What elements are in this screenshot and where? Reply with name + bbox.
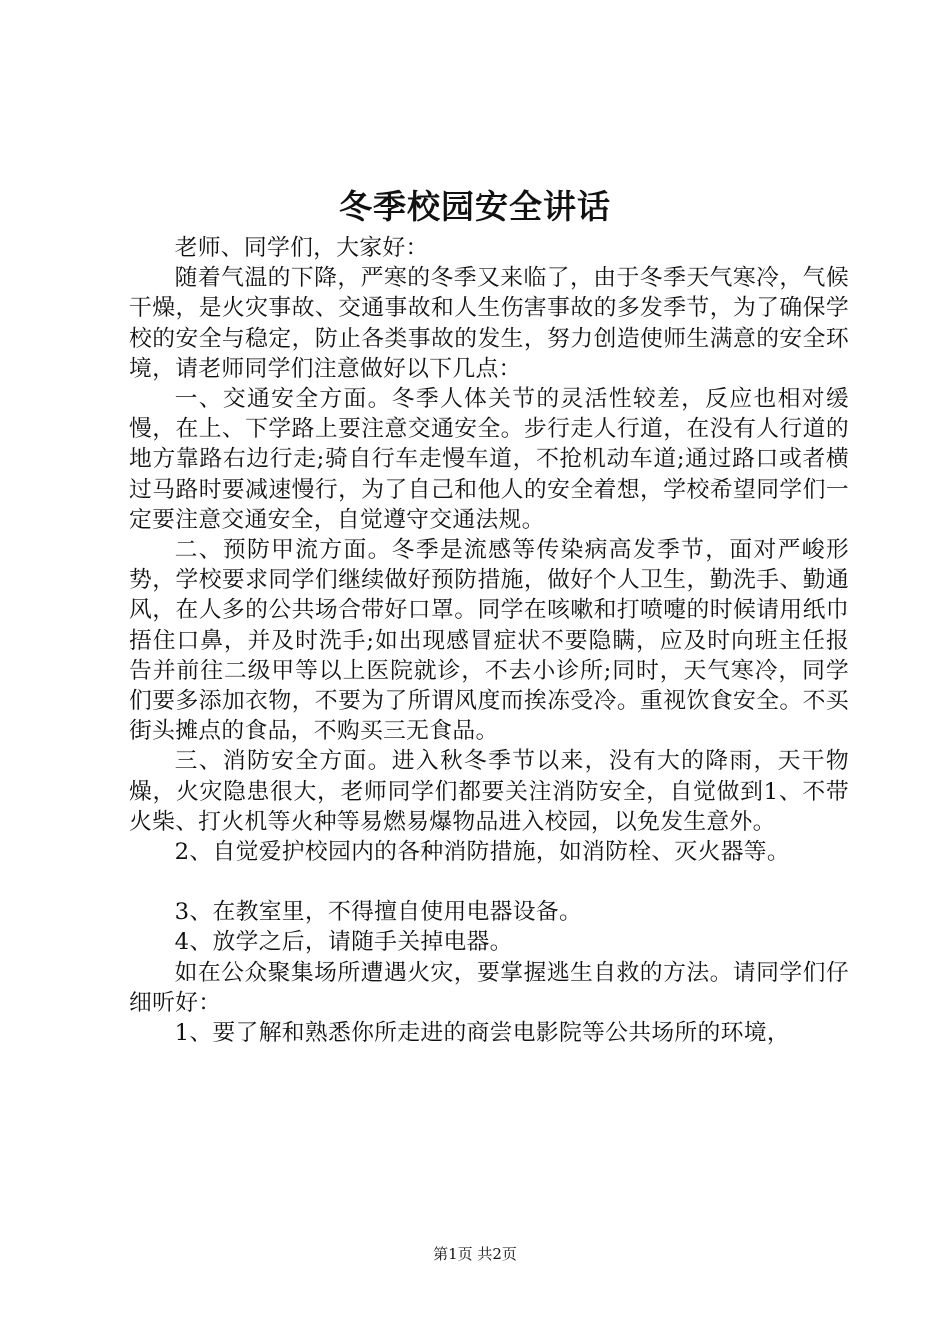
paragraph-flu-prevention: 二、预防甲流方面。冬季是流感等传染病高发季节，面对严峻形势，学校要求同学们继续做好预防措施，做好个人卫生，勤洗手、勤通风，在人多的公共场合带好口罩。同学在咳嗽和打喷嚏的时候请用纸巾捂住口鼻，并及时洗手;如出现感冒症状不要隐瞒，应及时向班主任报告并前往二级甲等以上医院就诊，不去小诊所;同时，天气寒冷，同学们要多添加衣物，不要为了所谓风度而挨冻受冷。重视饮食安全。不买街头摊点的食品，不购买三无食品。 [129,537,849,745]
paragraph-fire-item-4: 4、放学之后，请随手关掉电器。 [174,929,513,956]
document-body [129,233,849,1048]
paragraph-traffic-safety: 一、交通安全方面。冬季人体关节的灵活性较差，反应也相对缓慢，在上、下学路上要注意交通安全。步行走人行道，在没有人行道的地方靠路右边行走;骑自行车走慢车道，不抢机动车道;通过路口或者横过马路时要减速慢行，为了自己和他人的安全着想，学校希望同学们一定要注意交通安全，自觉遵守交通法规。 [129,386,849,533]
paragraph-greeting: 老师、同学们，大家好： [174,235,429,261]
paragraph-fire-item-3: 3、在教室里，不得擅自使用电器设备。 [174,899,583,926]
document-title: 冬季校园安全讲话 [339,187,611,226]
paragraph-fire-safety: 三、消防安全方面。进入秋冬季节以来，没有大的降雨，天干物燥，火灾隐患很大，老师同学们都要关注消防安全，自觉做到1、不带火柴、打火机等火种等易燃易爆物品进入校园，以免发生意外。 [129,748,849,835]
paragraph-escape-item-1: 1、要了解和熟悉你所走进的商尝电影院等公共场所的环境， [174,1020,790,1047]
paragraph-intro: 随着气温的下降，严寒的冬季又来临了，由于冬季天气寒冷，气候干燥，是火灾事故、交通事故和人生伤害事故的多发季节，为了确保学校的安全与稳定，防止各类事故的发生，努力创造使师生满意的安全环境，请老师同学们注意做好以下几点： [129,265,849,382]
paragraph-escape-intro: 如在公众聚集场所遭遇火灾，要掌握逃生自救的方法。请同学们仔细听好： [129,959,849,1016]
paragraph-fire-item-2: 2、自觉爱护校园内的各种消防措施，如消防栓、灭火器等。 [174,839,790,866]
page-number-footer: 第1页 共2页 [433,1245,517,1263]
